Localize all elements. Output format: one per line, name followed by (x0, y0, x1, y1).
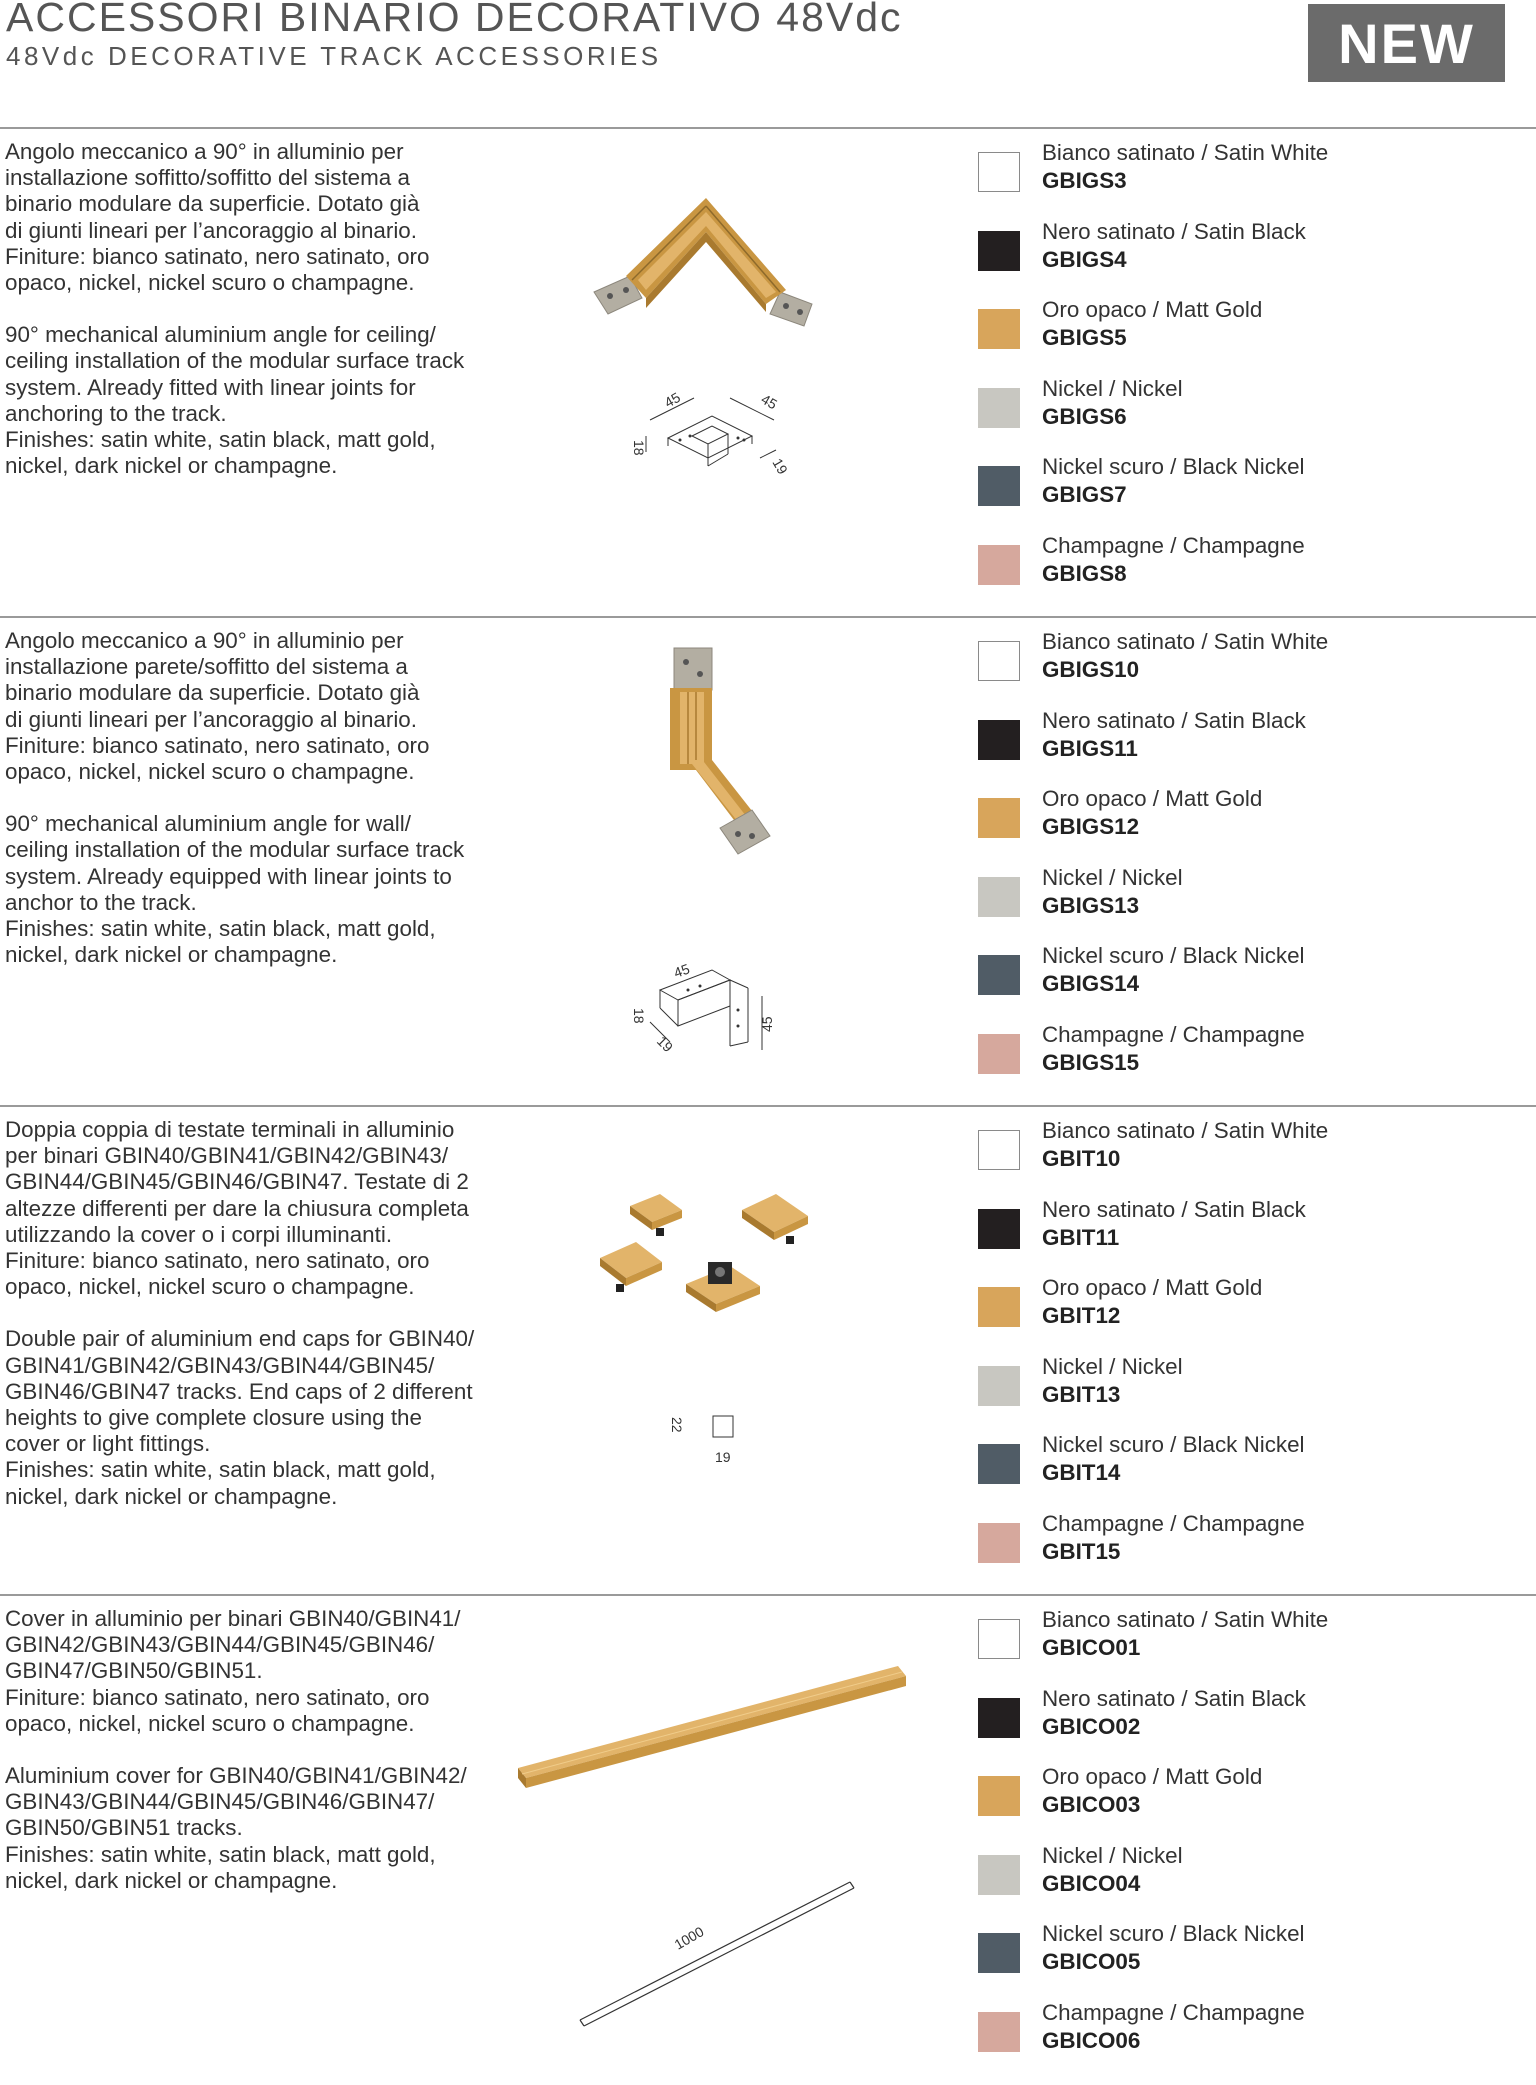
finish-option (978, 1928, 1518, 2007)
finish-option (978, 147, 1518, 226)
finish-code: GBIGS15 (1042, 1050, 1139, 1076)
dimension-drawing-track-cover (560, 1870, 870, 2040)
finish-name: Oro opaco / Matt Gold (1042, 297, 1262, 323)
finish-name: Champagne / Champagne (1042, 1511, 1305, 1537)
swatch-black-nickel (978, 466, 1020, 506)
swatch-matt-gold (978, 1287, 1020, 1327)
dimension-label: 22 (669, 1417, 685, 1433)
description-english: 90° mechanical aluminium angle for wall/ ceiling installation of the modular surface track system. Already equipped with linear joints to anchor to the track. Finishes: satin white, satin black, matt gold, nickel, dark nickel or champagne. (5, 811, 500, 968)
swatch-satin-white (978, 1130, 1020, 1170)
finish-name: Oro opaco / Matt Gold (1042, 1764, 1262, 1790)
product-image-wall-angle (640, 640, 790, 880)
finish-option (978, 1361, 1518, 1440)
finish-name: Nickel / Nickel (1042, 865, 1183, 891)
page-title: ACCESSORI BINARIO DECORATIVO 48Vdc (6, 0, 903, 41)
finish-code: GBICO01 (1042, 1635, 1140, 1661)
finish-name: Nero satinato / Satin Black (1042, 1197, 1306, 1223)
finish-code: GBIGS11 (1042, 736, 1138, 762)
finish-code: GBICO06 (1042, 2028, 1140, 2054)
product-image-end-caps (590, 1180, 830, 1330)
finish-option (978, 1518, 1518, 1597)
description-english: 90° mechanical aluminium angle for ceiling/ ceiling installation of the modular surface track system. Already fitted with linear joints for anchoring to the track. Finishes: satin white, satin black, matt gold, nickel, dark nickel or champagne. (5, 322, 500, 479)
finish-code: GBIT14 (1042, 1460, 1120, 1486)
finish-option (978, 1850, 1518, 1929)
swatch-black-nickel (978, 1444, 1020, 1484)
finish-code: GBIGS6 (1042, 404, 1127, 430)
new-badge: NEW (1308, 4, 1505, 82)
dimension-drawing-wall-angle (620, 950, 800, 1060)
description-italian: Angolo meccanico a 90° in alluminio per installazione soffitto/soffitto del sistema a binario modulare da superficie. Dotato già di giunti lineari per l’ancoraggio al binario. Finiture: bianco satinato, nero satinato, oro opaco, nickel, nickel scuro o champagne. (5, 139, 500, 296)
finish-option (978, 226, 1518, 305)
dimension-label: 45 (759, 1016, 775, 1032)
finish-code: GBICO03 (1042, 1792, 1140, 1818)
finish-option (978, 793, 1518, 872)
finish-option (978, 950, 1518, 1029)
product-description (5, 628, 500, 994)
swatch-champagne (978, 2012, 1020, 2052)
finish-option (978, 872, 1518, 951)
swatch-satin-white (978, 152, 1020, 192)
swatch-champagne (978, 545, 1020, 585)
finish-code: GBIGS14 (1042, 971, 1139, 997)
swatch-black-nickel (978, 1933, 1020, 1973)
finish-code: GBIGS4 (1042, 247, 1127, 273)
finish-code: GBICO04 (1042, 1871, 1140, 1897)
swatch-champagne (978, 1034, 1020, 1074)
swatch-nickel (978, 1366, 1020, 1406)
finish-name: Nero satinato / Satin Black (1042, 219, 1306, 245)
dimension-label: 19 (715, 1449, 731, 1465)
finish-name: Champagne / Champagne (1042, 1022, 1305, 1048)
finish-option (978, 1282, 1518, 1361)
finish-option (978, 1771, 1518, 1850)
finish-name: Nickel scuro / Black Nickel (1042, 1432, 1305, 1458)
swatch-matt-gold (978, 1776, 1020, 1816)
dimension-label: 19 (654, 1033, 676, 1055)
swatch-satin-white (978, 1619, 1020, 1659)
finish-option (978, 1204, 1518, 1283)
finish-name: Nickel / Nickel (1042, 1354, 1183, 1380)
finish-list (978, 147, 1518, 618)
swatch-satin-black (978, 1209, 1020, 1249)
dimension-label: 19 (769, 456, 791, 478)
finish-code: GBIGS3 (1042, 168, 1127, 194)
finish-code: GBIT15 (1042, 1539, 1120, 1565)
finish-list (978, 636, 1518, 1107)
product-description (5, 1606, 500, 1920)
dimension-label: 45 (759, 391, 781, 413)
finish-name: Oro opaco / Matt Gold (1042, 786, 1262, 812)
finish-code: GBIGS7 (1042, 482, 1127, 508)
finish-name: Oro opaco / Matt Gold (1042, 1275, 1262, 1301)
swatch-nickel (978, 1855, 1020, 1895)
finish-option (978, 715, 1518, 794)
dimension-label: 45 (662, 389, 684, 411)
finish-option (978, 1693, 1518, 1772)
dimension-drawing-end-cap (660, 1400, 740, 1480)
dimension-drawing-ceiling-angle (620, 380, 800, 490)
finish-name: Nickel scuro / Black Nickel (1042, 454, 1305, 480)
description-italian: Cover in alluminio per binari GBIN40/GBIN41/ GBIN42/GBIN43/GBIN44/GBIN45/GBIN46/ GBIN47/GBIN50/GBIN51. Finiture: bianco satinato, nero satinato, oro opaco, nickel, nickel scuro o champagne. (5, 1606, 500, 1737)
finish-name: Bianco satinato / Satin White (1042, 140, 1328, 166)
section-divider (0, 127, 1536, 129)
finish-option (978, 540, 1518, 619)
page-subtitle: 48Vdc DECORATIVE TRACK ACCESSORIES (6, 41, 662, 72)
finish-list (978, 1614, 1518, 2085)
finish-name: Nickel scuro / Black Nickel (1042, 943, 1305, 969)
finish-name: Nickel / Nickel (1042, 1843, 1183, 1869)
finish-code: GBICO02 (1042, 1714, 1140, 1740)
finish-name: Bianco satinato / Satin White (1042, 1607, 1328, 1633)
finish-name: Nero satinato / Satin Black (1042, 1686, 1306, 1712)
finish-code: GBIGS10 (1042, 657, 1139, 683)
description-italian: Doppia coppia di testate terminali in alluminio per binari GBIN40/GBIN41/GBIN42/GBIN43/ GBIN44/GBIN45/GBIN46/GBIN47. Testate di 2 altezze differenti per dare la chiusura completa utilizzando la cover o i corpi illuminanti. Finiture: bianco satinato, nero satinato, oro opaco, nickel, nickel scuro o champagne. (5, 1117, 500, 1300)
description-italian: Angolo meccanico a 90° in alluminio per installazione parete/soffitto del sistema a binario modulare da superficie. Dotato già di giunti lineari per l’ancoraggio al binario. Finiture: bianco satinato, nero satinato, oro opaco, nickel, nickel scuro o champagne. (5, 628, 500, 785)
swatch-matt-gold (978, 309, 1020, 349)
finish-name: Nickel / Nickel (1042, 376, 1183, 402)
dimension-label: 45 (672, 960, 692, 980)
swatch-satin-black (978, 231, 1020, 271)
swatch-nickel (978, 877, 1020, 917)
swatch-matt-gold (978, 798, 1020, 838)
swatch-champagne (978, 1523, 1020, 1563)
finish-name: Bianco satinato / Satin White (1042, 629, 1328, 655)
swatch-nickel (978, 388, 1020, 428)
finish-option (978, 304, 1518, 383)
finish-name: Nero satinato / Satin Black (1042, 708, 1306, 734)
finish-name: Champagne / Champagne (1042, 2000, 1305, 2026)
finish-option (978, 383, 1518, 462)
finish-code: GBIT10 (1042, 1146, 1120, 1172)
finish-code: GBIT13 (1042, 1382, 1120, 1408)
finish-option (978, 1439, 1518, 1518)
finish-code: GBIGS13 (1042, 893, 1139, 919)
finish-code: GBIT12 (1042, 1303, 1120, 1329)
product-image-ceiling-angle (580, 180, 840, 340)
product-description (5, 1117, 500, 1536)
dimension-label: 1000 (672, 1923, 707, 1953)
swatch-black-nickel (978, 955, 1020, 995)
finish-name: Champagne / Champagne (1042, 533, 1305, 559)
product-description (5, 139, 500, 505)
finish-code: GBICO05 (1042, 1949, 1140, 1975)
dimension-label: 18 (631, 1008, 647, 1024)
swatch-satin-black (978, 720, 1020, 760)
dimension-label: 18 (631, 440, 647, 456)
finish-name: Nickel scuro / Black Nickel (1042, 1921, 1305, 1947)
finish-code: GBIGS8 (1042, 561, 1127, 587)
finish-code: GBIGS12 (1042, 814, 1139, 840)
finish-option (978, 636, 1518, 715)
finish-option (978, 461, 1518, 540)
finish-code: GBIT11 (1042, 1225, 1119, 1251)
product-image-track-cover (500, 1650, 920, 1810)
swatch-satin-white (978, 641, 1020, 681)
finish-option (978, 1029, 1518, 1108)
swatch-satin-black (978, 1698, 1020, 1738)
finish-code: GBIGS5 (1042, 325, 1127, 351)
finish-option (978, 1125, 1518, 1204)
finish-list (978, 1125, 1518, 1596)
description-english: Double pair of aluminium end caps for GBIN40/ GBIN41/GBIN42/GBIN43/GBIN44/GBIN45/ GBIN46/GBIN47 tracks. End caps of 2 different heights to give complete closure using the cover or light fittings. Finishes: satin white, satin black, matt gold, nickel, dark nickel or champagne. (5, 1326, 500, 1509)
finish-option (978, 1614, 1518, 1693)
description-english: Aluminium cover for GBIN40/GBIN41/GBIN42/ GBIN43/GBIN44/GBIN45/GBIN46/GBIN47/ GBIN50/GBIN51 tracks. Finishes: satin white, satin black, matt gold, nickel, dark nickel or champagne. (5, 1763, 500, 1894)
finish-option (978, 2007, 1518, 2085)
finish-name: Bianco satinato / Satin White (1042, 1118, 1328, 1144)
